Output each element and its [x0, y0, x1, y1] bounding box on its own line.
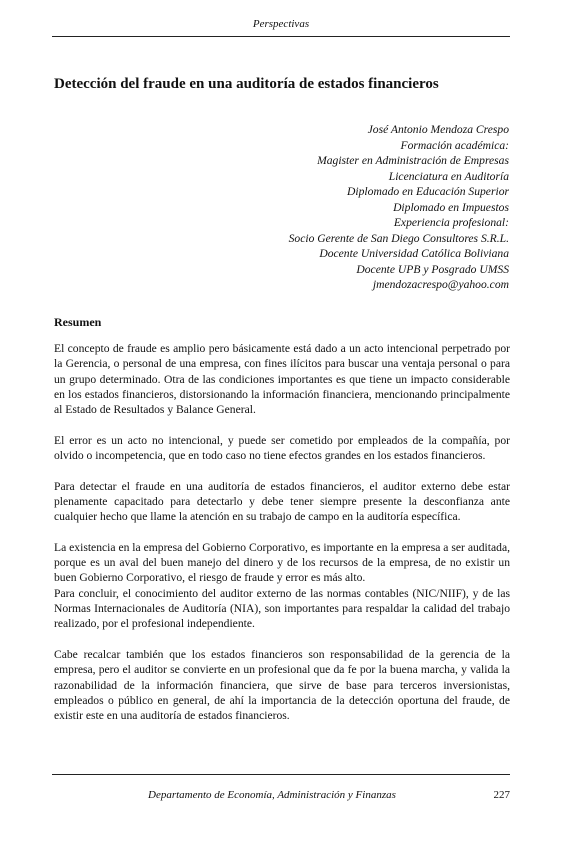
- author-name: José Antonio Mendoza Crespo: [367, 123, 509, 136]
- author-email: jmendozacrespo@yahoo.com: [372, 278, 509, 291]
- abstract-paragraph: El concepto de fraude es amplio pero básicamente está dado a un acto intencional perpetrado por la Gerencia, o personal de una empresa, con fines ilícitos para buscar una ventaja personal o para un grupo determinado. Otra de las condiciones importantes es que tiene un impacto considerable en los estados financieros, distorsionando la información financiera, mencionando principalmente al Estado de Resultados y Balance General.: [54, 342, 510, 417]
- page-number: 227: [493, 789, 510, 801]
- footer-rule: [52, 774, 510, 775]
- abstract-heading: Resumen: [54, 315, 102, 329]
- footer-department: Departamento de Economía, Administración y Finanzas: [148, 789, 396, 801]
- header-rule: [52, 36, 510, 37]
- abstract-paragraph: Para detectar el fraude en una auditoría de estados financieros, el auditor externo debe estar plenamente capacitado para detectarlo y debe tener siempre presente la desconfianza ante cualquier hecho que llame la atención en su trabajo de campo en la auditoría específica.: [54, 479, 510, 524]
- author-info-line: Diplomado en Impuestos: [393, 200, 509, 214]
- abstract-paragraph: La existencia en la empresa del Gobierno Corporativo, es importante en la empresa a ser auditada, porque es un aval del buen manejo del dinero y de los recursos de la empresa, de no existir un buen Gobierno Corporativo, el riesgo de fraude y error es más alto.: [54, 540, 510, 585]
- author-info-line: Magister en Administración de Empresas: [317, 154, 509, 167]
- author-info-line: Experiencia profesional:: [393, 216, 509, 229]
- author-info-line: Formación académica:: [400, 138, 509, 152]
- author-block: [289, 122, 509, 293]
- abstract-paragraph: Para concluir, el conocimiento del auditor externo de las normas contables (NIC/NIIF), y de las Normas Internacionales de Auditoría (NIA), son importantes para respaldar la calidad del trabajo realizado, por el profesional independiente.: [54, 586, 510, 631]
- author-info-line: Docente UPB y Posgrado UMSS: [356, 262, 509, 276]
- abstract-body: [54, 341, 510, 739]
- author-info-line: Socio Gerente de San Diego Consultores S.R.L.: [288, 231, 509, 245]
- author-info-line: Docente Universidad Católica Boliviana: [319, 247, 509, 260]
- author-info-line: Licenciatura en Auditoría: [388, 169, 509, 183]
- author-info-line: Diplomado en Educación Superior: [347, 185, 509, 198]
- running-header: Perspectivas: [252, 18, 310, 30]
- abstract-paragraph: Cabe recalcar también que los estados financieros son responsabilidad de la gerencia de la empresa, pero el auditor se convierte en un profesional que da fe por la buena marcha, y valida la razonabilidad de la información financiera, que sirve de base para terceros inversionistas, empleados o público en general, de ahí la importancia de la detección oportuna del fraude, de existir este en una auditoría de estados financieros.: [54, 647, 510, 723]
- abstract-paragraph: El error es un acto no intencional, y puede ser cometido por empleados de la compañía, por olvido o incompetencia, que en todo caso no tiene efectos grandes en los estados financieros.: [54, 433, 510, 463]
- article-title: Detección del fraude en una auditoría de estados financieros: [54, 76, 439, 92]
